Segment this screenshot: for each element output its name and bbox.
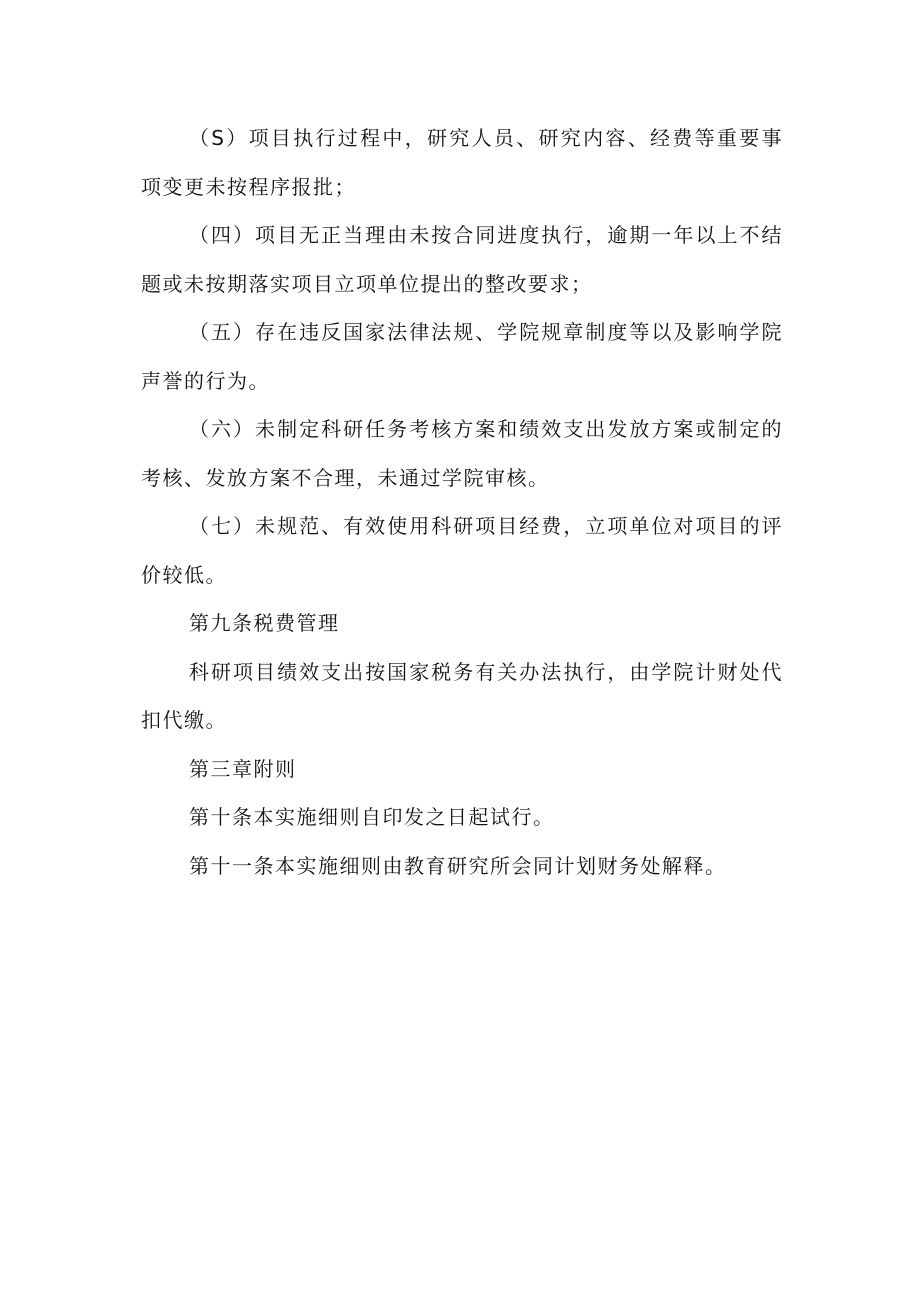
chapter-3-heading: 第三章附则 (189, 756, 297, 781)
paragraph-item-6: （六）未制定科研任务考核方案和绩效支出发放方案或制定的考核、发放方案不合理，未通过学院审核。 (141, 417, 783, 490)
article-11: 第十一条本实施细则由教育研究所会同计划财务处解释。 (189, 853, 727, 878)
paragraph-item-7: （七）未规范、有效使用科研项目经费，立项单位对项目的评价较低。 (141, 514, 783, 587)
document-body (141, 114, 783, 890)
article-9-body: 科研项目绩效支出按国家税务有关办法执行，由学院计财处代扣代缴。 (141, 659, 783, 732)
paragraph-item-3: （S）项目执行过程中，研究人员、研究内容、经费等重要事项变更未按程序报批； (141, 126, 783, 199)
paragraph-item-4: （四）项目无正当理由未按合同进度执行，逾期一年以上不结题或未按期落实项目立项单位提出的整改要求； (141, 223, 783, 296)
paragraph-item-5: （五）存在违反国家法律法规、学院规章制度等以及影响学院声誉的行为。 (141, 320, 783, 393)
article-9-heading: 第九条税费管理 (189, 611, 340, 635)
article-10: 第十条本实施细则自印发之日起试行。 (189, 805, 555, 829)
